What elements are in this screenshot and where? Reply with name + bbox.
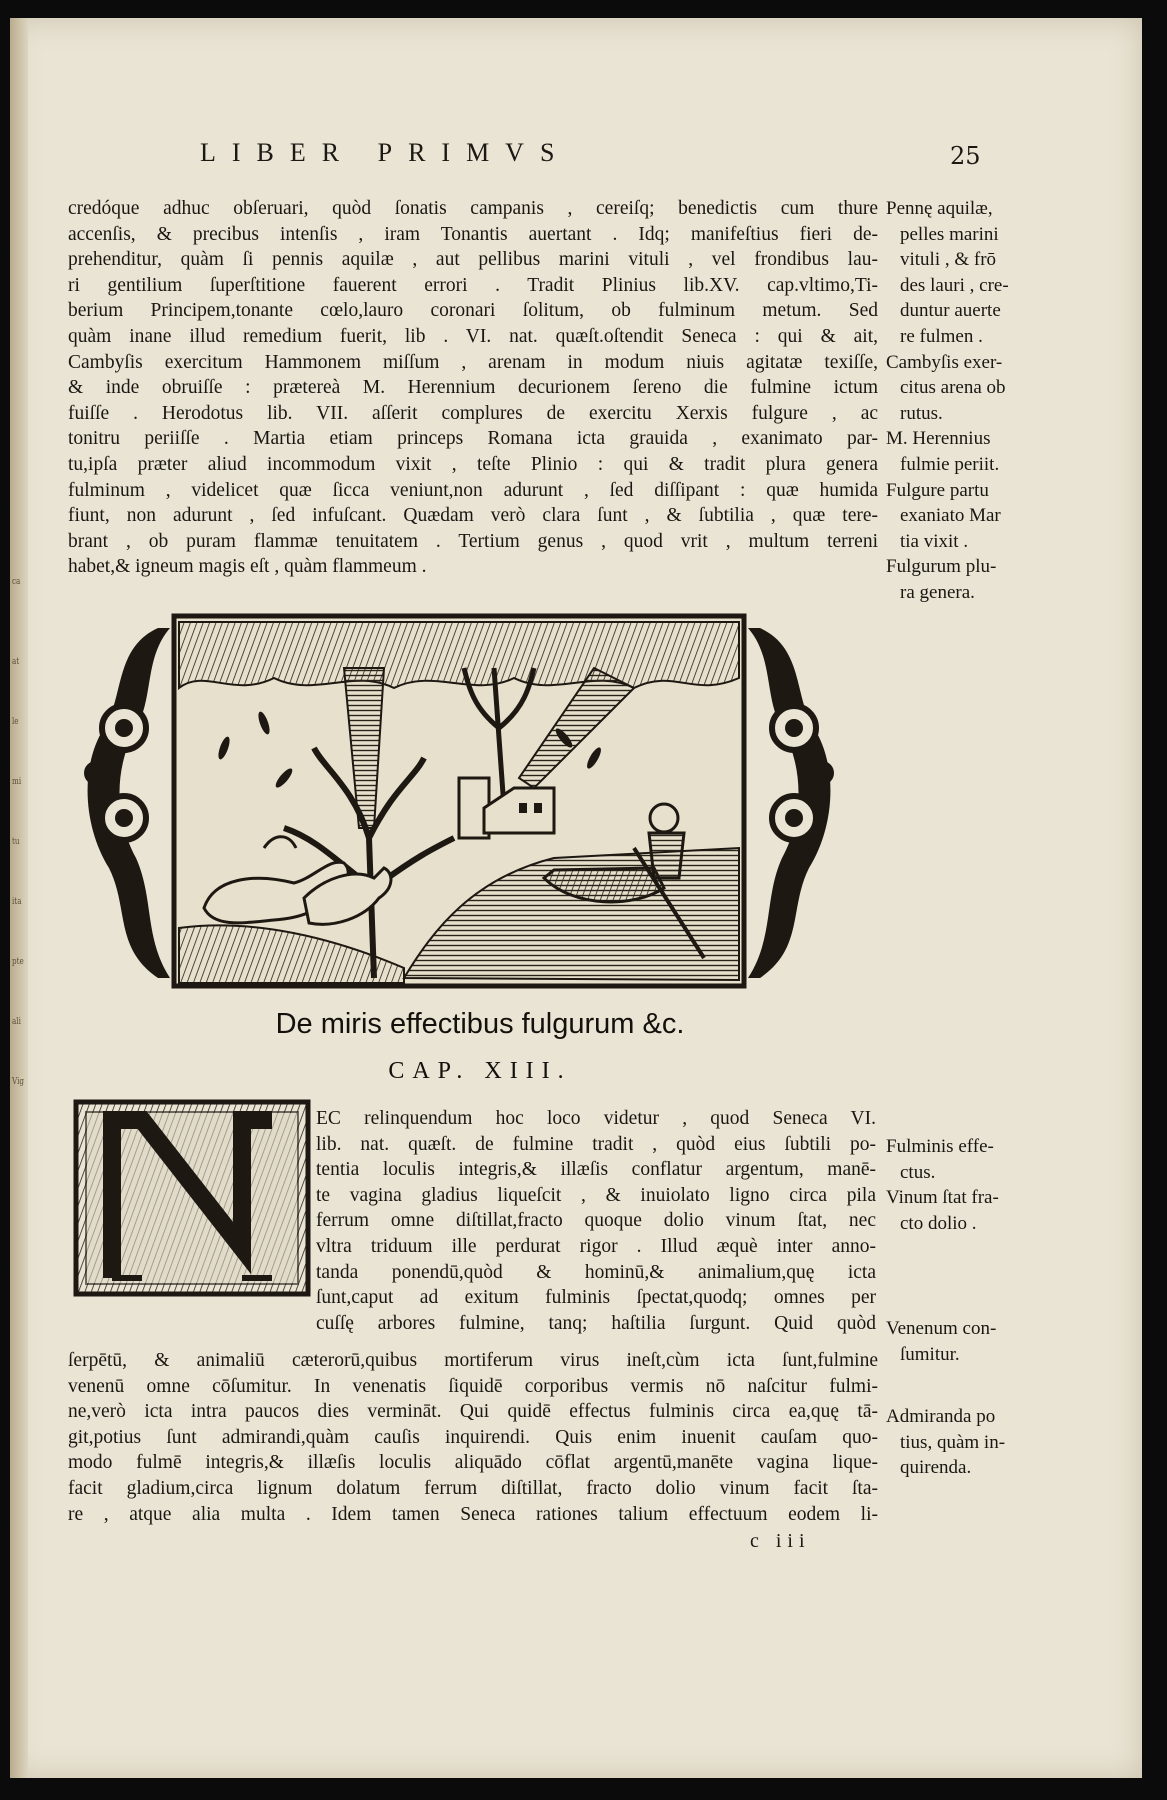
- margin-line: rutus.: [900, 402, 943, 424]
- margin-line: tia vixit .: [900, 530, 969, 552]
- margin-line: quirenda.: [900, 1457, 972, 1479]
- margin-line: des lauri , cre-: [900, 274, 1009, 296]
- page-number: 25: [950, 142, 981, 170]
- bleed-text: ita: [12, 897, 22, 907]
- margin-line: Admiranda po: [886, 1406, 996, 1427]
- text-line: modo fulmē integris,& illæſis loculis aliquādo cōflat argentū,manēte vagina lique-: [68, 1452, 878, 1474]
- bleed-through-edge: [10, 18, 28, 1778]
- margin-line: exaniato Mar: [900, 505, 1001, 527]
- text-line: lib. nat. quæſt. de fulmine tradit , quòd eius ſubtili po-: [316, 1133, 876, 1155]
- book-page: [10, 18, 1142, 1778]
- bleed-text: ca: [12, 577, 21, 587]
- margin-line: Fulminis effe-: [886, 1136, 994, 1157]
- paragraph-1: [68, 196, 878, 580]
- text-line: ſerpētū, & animaliū cæterorū,quibus mortiferum virus ineſt,cùm icta ſunt,fulmine: [68, 1350, 878, 1371]
- text-line: cuſſę arbores fulmine, tanq; haſtilia ſurgunt. Quid quòd: [316, 1312, 876, 1334]
- chapter-number: CAP. XIII.: [388, 1058, 572, 1084]
- text-line: fulminum , videlicet quæ ſicca veniunt,non adurunt , ſed diſſipant : quæ humida: [68, 479, 878, 501]
- text-line: quàm inane illud remedium fuerit, lib . VI. nat. quæſt.oſtendit Seneca : qui & ait,: [68, 325, 878, 347]
- bleed-text: Vig: [12, 1077, 24, 1087]
- text-line: tonitru periiſſe . Martia etiam princeps Romana icta grauida , exanimato par-: [68, 428, 878, 450]
- storm-clouds: [179, 622, 739, 688]
- text-line: & inde obruiſſe : prætereà M. Herennium decurionem ſereno die fulmine ictum: [68, 377, 878, 399]
- text-line: fiunt, non adurunt , ſed infuſcant. Quædam verò clara ſunt , & ſubtilia , quæ tere-: [68, 505, 878, 527]
- margin-line: fulmie periit.: [900, 453, 1000, 475]
- text-line: EC relinquendum hoc loco videtur , quod Seneca VI.: [316, 1108, 876, 1129]
- margin-line: Fulgurum plu-: [886, 556, 997, 578]
- margin-note-1: [886, 196, 1056, 606]
- text-line: vltra triduum ille perdurat rigor . Illud æquè inter anno-: [316, 1235, 876, 1257]
- margin-note-3: [886, 1316, 1056, 1367]
- text-line: venenū omne cōſumitur. In venenatis ſiquidē corporibus vermis nō naſcitur fulmi-: [68, 1375, 878, 1397]
- running-head: LIBER PRIMVS: [200, 138, 571, 167]
- margin-line: tius, quàm in-: [900, 1431, 1006, 1453]
- margin-line: ra genera.: [900, 581, 975, 603]
- text-line: facit gladium,circa lignum dolatum ferrum diſtillat, fracto dolio vinum facit ſta-: [68, 1477, 878, 1499]
- margin-line: Fulgure partu: [886, 479, 989, 501]
- margin-line: Pennę aquilæ,: [886, 198, 993, 219]
- text-line: accenſis, & precibus intenſis , iram Tonantis auertant . Idq; manifeſtius fieri de-: [68, 223, 878, 245]
- text-line: Cambyſis exercitum Hammonem miſſum , arenam in modum niuis agitatæ texiſſe,: [68, 351, 878, 373]
- margin-line: Venenum con-: [886, 1318, 997, 1339]
- bleed-text: at: [12, 657, 20, 667]
- text-line: brant , ob puram flammæ tenuitatem . Tertium genus , quod vrit , multum terreni: [68, 530, 878, 552]
- margin-line: vituli , & frō: [900, 249, 997, 271]
- bleed-text: ali: [12, 1017, 21, 1027]
- margin-line: duntur auerte: [900, 300, 1001, 322]
- text-line: ſunt,caput ad exitum fulminis ſpectat,quodq; omnes per: [316, 1287, 876, 1309]
- margin-line: re fulmen .: [900, 325, 983, 347]
- paragraph-2-indented: [316, 1106, 876, 1336]
- signature-mark: c iii: [750, 1530, 811, 1552]
- text-line: credóque adhuc obſeruari, quòd ſonatis campanis , cereiſq; benedictis cum thure: [68, 198, 878, 219]
- bleed-text: pte: [12, 957, 24, 967]
- margin-note-2: [886, 1134, 1056, 1236]
- text-line: ri gentilium ſuperſtitione fauerent errori . Tradit Plinius lib.XV. cap.vltimo,Ti-: [68, 274, 878, 296]
- ornament-left: [84, 628, 170, 978]
- bleed-text: le: [12, 717, 19, 727]
- text-line: tanda ponendū,quòd & hominū,& animalium,quę icta: [316, 1261, 876, 1283]
- woodcut-illustration: [74, 608, 844, 994]
- margin-line: M. Herennius: [886, 428, 991, 450]
- margin-note-4: [886, 1404, 1056, 1481]
- text-line: habet,& igneum magis eſt , quàm flammeum .: [68, 556, 427, 578]
- text-line: fuiſſe . Herodotus lib. VII. aſſerit complures de exercitu Xerxis fulgure , ac: [68, 402, 878, 424]
- margin-line: Vinum ſtat fra-: [886, 1187, 999, 1209]
- bleed-text: mi: [12, 777, 22, 787]
- text-line: ne,verò icta intra paucos dies vermināt. Qui quidē effectus fulminis circa ea,quę tā-: [68, 1401, 878, 1423]
- margin-line: cto dolio .: [900, 1212, 977, 1234]
- margin-line: ſumitur.: [900, 1343, 960, 1365]
- bleed-text: tu: [12, 837, 20, 847]
- text-line: prehenditur, quàm ſi pennis aquilæ , aut pellibus marini vituli , vel frondibus lau-: [68, 249, 878, 271]
- text-line: re , atque alia multa . Idem tamen Seneca rationes talium effectuum eodem li-: [68, 1503, 878, 1525]
- ornament-right: [748, 628, 834, 978]
- text-line: tu,ipſa præter aliud incommodum vixit , teſte Plinio : qui & tradit plura genera: [68, 453, 878, 475]
- text-line: berium Principem,tonante cœlo,lauro coronari ſolitum, ob fulminum metum. Sed: [68, 300, 878, 322]
- chapter-title: De miris effectibus fulgurum &c.: [275, 1008, 685, 1040]
- margin-line: citus arena ob: [900, 377, 1006, 399]
- text-line: tentia loculis integris,& illæſis conflatur argentum, manē-: [316, 1159, 876, 1181]
- decorated-initial: [72, 1098, 312, 1298]
- margin-line: pelles marini: [900, 223, 999, 245]
- margin-line: ctus.: [900, 1161, 936, 1183]
- text-line: git,potius ſunt admirandi,quàm cauſis inquirendi. Quis enim inuenit cauſam quo-: [68, 1426, 878, 1448]
- text-line: ferrum omne diſtillat,fracto quoque dolio vinum ſtat, nec: [316, 1210, 876, 1232]
- paragraph-2-full: [68, 1348, 878, 1527]
- margin-line: Cambyſis exer-: [886, 351, 1003, 373]
- text-line: te vagina gladius liqueſcit , & inuiolato ligno circa pila: [316, 1184, 876, 1206]
